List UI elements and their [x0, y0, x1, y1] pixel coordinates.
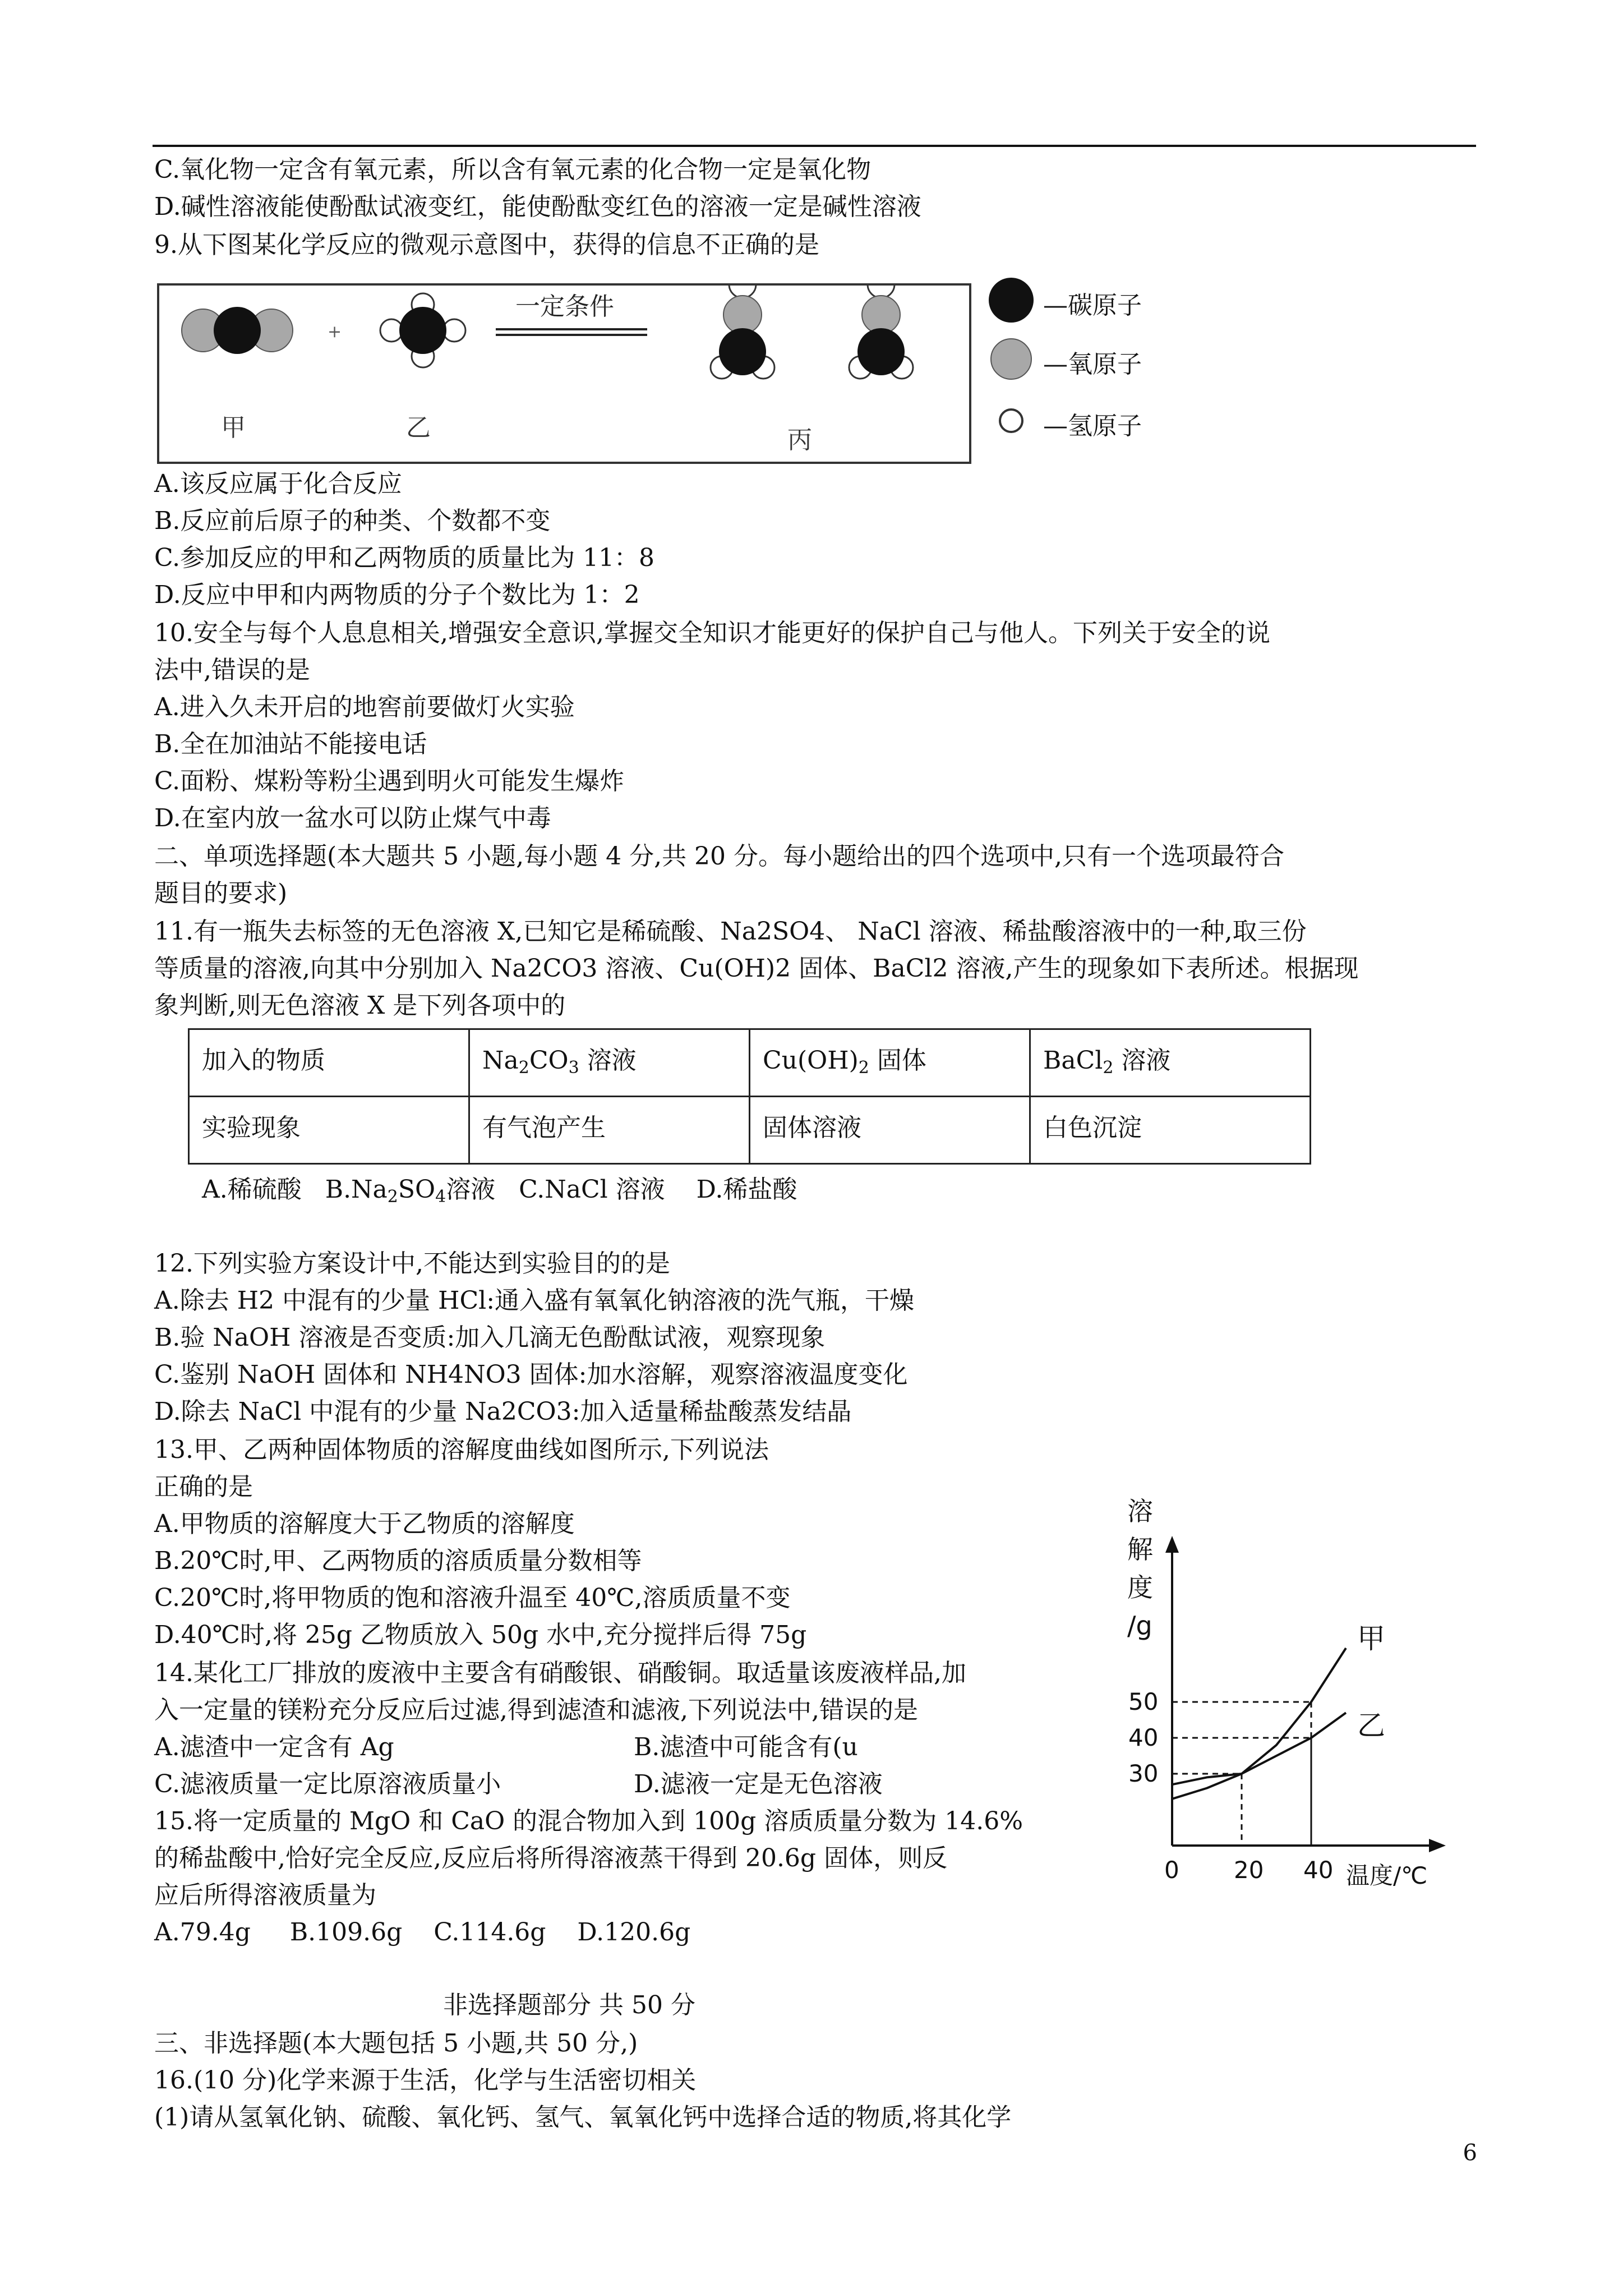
y-tick-label: 50 — [1128, 1688, 1159, 1715]
section2-heading-line2: 题目的要求) — [154, 879, 288, 908]
q11-option-d: D.稀盐酸 — [696, 1175, 797, 1204]
part2-title: 非选择题部分 共 50 分 — [443, 1991, 695, 2019]
q13-option-a: A.甲物质的溶解度大于乙物质的溶解度 — [154, 1510, 575, 1538]
table-cell: $Cu(OH)_2$ 固体 — [750, 1029, 1030, 1097]
series-label: 甲 — [1357, 1622, 1385, 1655]
molecule-yi — [380, 293, 465, 367]
table-cell: 白色沉淀 — [1030, 1097, 1311, 1164]
condition-label: 一定条件 — [515, 292, 614, 321]
q9-option-d: D.反应中甲和内两物质的分子个数比为 1：2 — [154, 581, 640, 609]
q9-stem: 9.从下图某化学反应的微观示意图中，获得的信息不正确的是 — [154, 231, 819, 259]
q8-option-c: C.氧化物一定含有氧元素，所以含有氧元素的化合物一定是氧化物 — [154, 155, 872, 184]
y-axis-arrow — [1165, 1536, 1179, 1553]
section3-heading: 三、非选择题(本大题包括 5 小题,共 50 分,) — [154, 2029, 638, 2058]
legend-hydrogen-label: —氢原子 — [1043, 412, 1142, 440]
x-axis-label: 温度/℃ — [1346, 1862, 1428, 1889]
q12-stem: 12.下列实验方案设计中,不能达到实验目的的是 — [154, 1249, 670, 1278]
q13-option-b: B.20℃时,甲、乙两物质的溶质质量分数相等 — [154, 1547, 642, 1575]
q9-option-c: C.参加反应的甲和乙两物质的质量比为 11：8 — [154, 544, 655, 572]
y-axis-label: 溶 — [1127, 1496, 1153, 1526]
label-bing: 丙 — [787, 426, 812, 454]
x-axis-arrow — [1429, 1839, 1446, 1852]
q15-options — [154, 1914, 690, 1951]
solubility-chart-svg — [1094, 1487, 1453, 1890]
q11-option-c: C.NaCl 溶液 — [519, 1175, 665, 1204]
table-row — [189, 1029, 1311, 1097]
q16-sub1: (1)请从氢氧化钠、硫酸、氧化钙、氢气、氧氧化钙中选择合适的物质,将其化学 — [154, 2103, 1012, 2132]
molecule-bing-1 — [711, 286, 774, 379]
table-cell: BaCl$_2$ 溶液 — [1030, 1029, 1311, 1097]
top-rule — [153, 145, 1476, 147]
table-cell: 实验现象 — [189, 1097, 469, 1164]
table-row — [189, 1097, 1311, 1164]
q11-option-a: A.稀硫酸 — [202, 1175, 302, 1204]
q10-option-a: A.进入久未开启的地窖前要做灯火实验 — [154, 693, 575, 721]
q10-stem-line2: 法中,错误的是 — [154, 656, 310, 684]
reaction-diagram-svg — [159, 286, 969, 462]
q8-option-d: D.碱性溶液能使酚酞试液变红，能使酚酞变红色的溶液一定是碱性溶液 — [154, 192, 921, 221]
series-label: 乙 — [1357, 1709, 1385, 1742]
q15-stem-line3: 应后所得溶液质量为 — [154, 1881, 376, 1910]
q12-option-a: A.除去 H2 中混有的少量 HCl:通入盛有氧氧化钠溶液的洗气瓶，干燥 — [154, 1286, 915, 1315]
y-tick-label: 30 — [1128, 1760, 1159, 1787]
q15-option-d: D.120.6g — [577, 1918, 691, 1947]
q15-option-b: B.109.6g — [289, 1918, 403, 1947]
label-jia: 甲 — [221, 413, 246, 442]
carbon-atom — [857, 328, 905, 375]
plus-sign: + — [328, 322, 342, 342]
q14-option-d: D.滤液一定是无色溶液 — [634, 1770, 883, 1798]
q11-table — [188, 1028, 1311, 1165]
q13-stem-line1: 13.甲、乙两种固体物质的溶解度曲线如图所示,下列说法 — [154, 1435, 769, 1464]
molecule-jia — [182, 307, 293, 354]
y-axis-label: 度 — [1127, 1572, 1153, 1603]
q14-stem-line1: 14.某化工厂排放的废液中主要含有硝酸银、硝酸铜。取适量该废液样品,加 — [154, 1659, 966, 1687]
oxygen-atom-icon — [984, 334, 1040, 384]
q15-option-c: C.114.6g — [434, 1918, 546, 1947]
section2-heading-line1: 二、单项选择题(本大题共 5 小题,每小题 4 分,共 20 分。每小题给出的四个选项中,只有一个选项最符合 — [154, 842, 1285, 871]
q13-option-c: C.20℃时,将甲物质的饱和溶液升温至 40℃,溶质质量不变 — [154, 1584, 791, 1612]
q15-stem-line2: 的稀盐酸中,恰好完全反应,反应后将所得溶液蒸干得到 20.6g 固体，则反 — [154, 1844, 948, 1872]
reaction-diagram — [157, 283, 971, 464]
label-yi: 乙 — [406, 413, 431, 442]
q11-stem-line1: 11.有一瓶失去标签的无色溶液 X,已知它是稀硫酸、Na2SO4、 NaCl 溶液、稀盐酸溶液中的一种,取三份 — [154, 917, 1307, 946]
q14-option-c: C.滤液质量一定比原溶液质量小 — [154, 1770, 501, 1798]
x-tick-label: 20 — [1234, 1856, 1264, 1884]
carbon-atom — [399, 307, 446, 354]
hydrogen-atom-icon — [984, 395, 1040, 446]
y-tick-label: 40 — [1128, 1724, 1159, 1751]
page-number: 6 — [1463, 2140, 1477, 2166]
table-cell: 有气泡产生 — [469, 1097, 750, 1164]
q16-stem: 16.(10 分)化学来源于生活，化学与生活密切相关 — [154, 2066, 697, 2095]
y-axis-label: 解 — [1127, 1534, 1153, 1565]
q9-option-b: B.反应前后原子的种类、个数都不变 — [154, 507, 551, 535]
carbon-atom — [719, 328, 766, 375]
x-tick-label: 0 — [1164, 1856, 1179, 1884]
carbon-atom-icon — [984, 275, 1040, 325]
legend-oxygen-label: —氧原子 — [1043, 350, 1142, 379]
table-cell: 固体溶液 — [750, 1097, 1030, 1164]
q9-option-a: A.该反应属于化合反应 — [154, 470, 402, 498]
q14-option-a: A.滤渣中一定含有 Ag — [154, 1733, 394, 1761]
q11-stem-line3: 象判断,则无色溶液 X 是下列各项中的 — [154, 991, 566, 1020]
q15-option-a: A.79.4g — [154, 1918, 251, 1947]
molecule-bing-2 — [849, 286, 913, 379]
q13-stem-line2: 正确的是 — [154, 1473, 253, 1501]
q11-option-b: $B.Na_2SO_4$溶液 — [325, 1175, 496, 1207]
q10-option-c: C.面粉、煤粉等粉尘遇到明火可能发生爆炸 — [154, 767, 625, 795]
carbon-atom — [214, 307, 261, 354]
series-line-1 — [1172, 1648, 1346, 1799]
x-tick-label: 40 — [1303, 1856, 1334, 1884]
oxygen-atom — [723, 296, 762, 334]
oxygen-atom — [862, 296, 900, 334]
q10-option-d: D.在室内放一盆水可以防止煤气中毒 — [154, 804, 551, 832]
q12-option-d: D.除去 NaCl 中混有的少量 Na2CO3:加入适量稀盐酸蒸发结晶 — [154, 1397, 852, 1426]
series-line-2 — [1172, 1713, 1346, 1784]
q14-stem-line2: 入一定量的镁粉充分反应后过滤,得到滤渣和滤液,下列说法中,错误的是 — [154, 1696, 918, 1724]
legend-carbon-label: —碳原子 — [1043, 291, 1142, 320]
q15-stem-line1: 15.将一定质量的 MgO 和 CaO 的混合物加入到 100g 溶质质量分数为 14.6% — [154, 1807, 1023, 1835]
y-axis-label: /g — [1127, 1611, 1152, 1641]
q14-option-b: B.滤渣中可能含有(u — [634, 1733, 858, 1761]
q11-stem-line2: 等质量的溶液,向其中分别加入 Na2CO3 溶液、Cu(OH)2 固体、BaCl2 溶液,产生的现象如下表所述。根据现 — [154, 954, 1359, 983]
q10-option-b: B.全在加油站不能接电话 — [154, 730, 427, 758]
table-cell: 加入的物质 — [189, 1029, 469, 1097]
q13-option-d: D.40℃时,将 25g 乙物质放入 50g 水中,充分搅拌后得 75g — [154, 1621, 807, 1649]
q12-option-b: B.验 NaOH 溶液是否变质:加入几滴无色酚酞试液，观察现象 — [154, 1323, 826, 1352]
q11-options — [202, 1171, 797, 1208]
q12-option-c: C.鉴别 NaOH 固体和 NH4NO3 固体:加水溶解，观察溶液温度变化 — [154, 1360, 908, 1389]
q10-stem-line1: 10.安全与每个人息息相关,增强安全意识,掌握交全知识才能更好的保护自己与他人。下列关于安全的说 — [154, 619, 1270, 647]
table-cell: $Na_2CO_3$ 溶液 — [469, 1029, 750, 1097]
solubility-chart — [1094, 1487, 1453, 1893]
